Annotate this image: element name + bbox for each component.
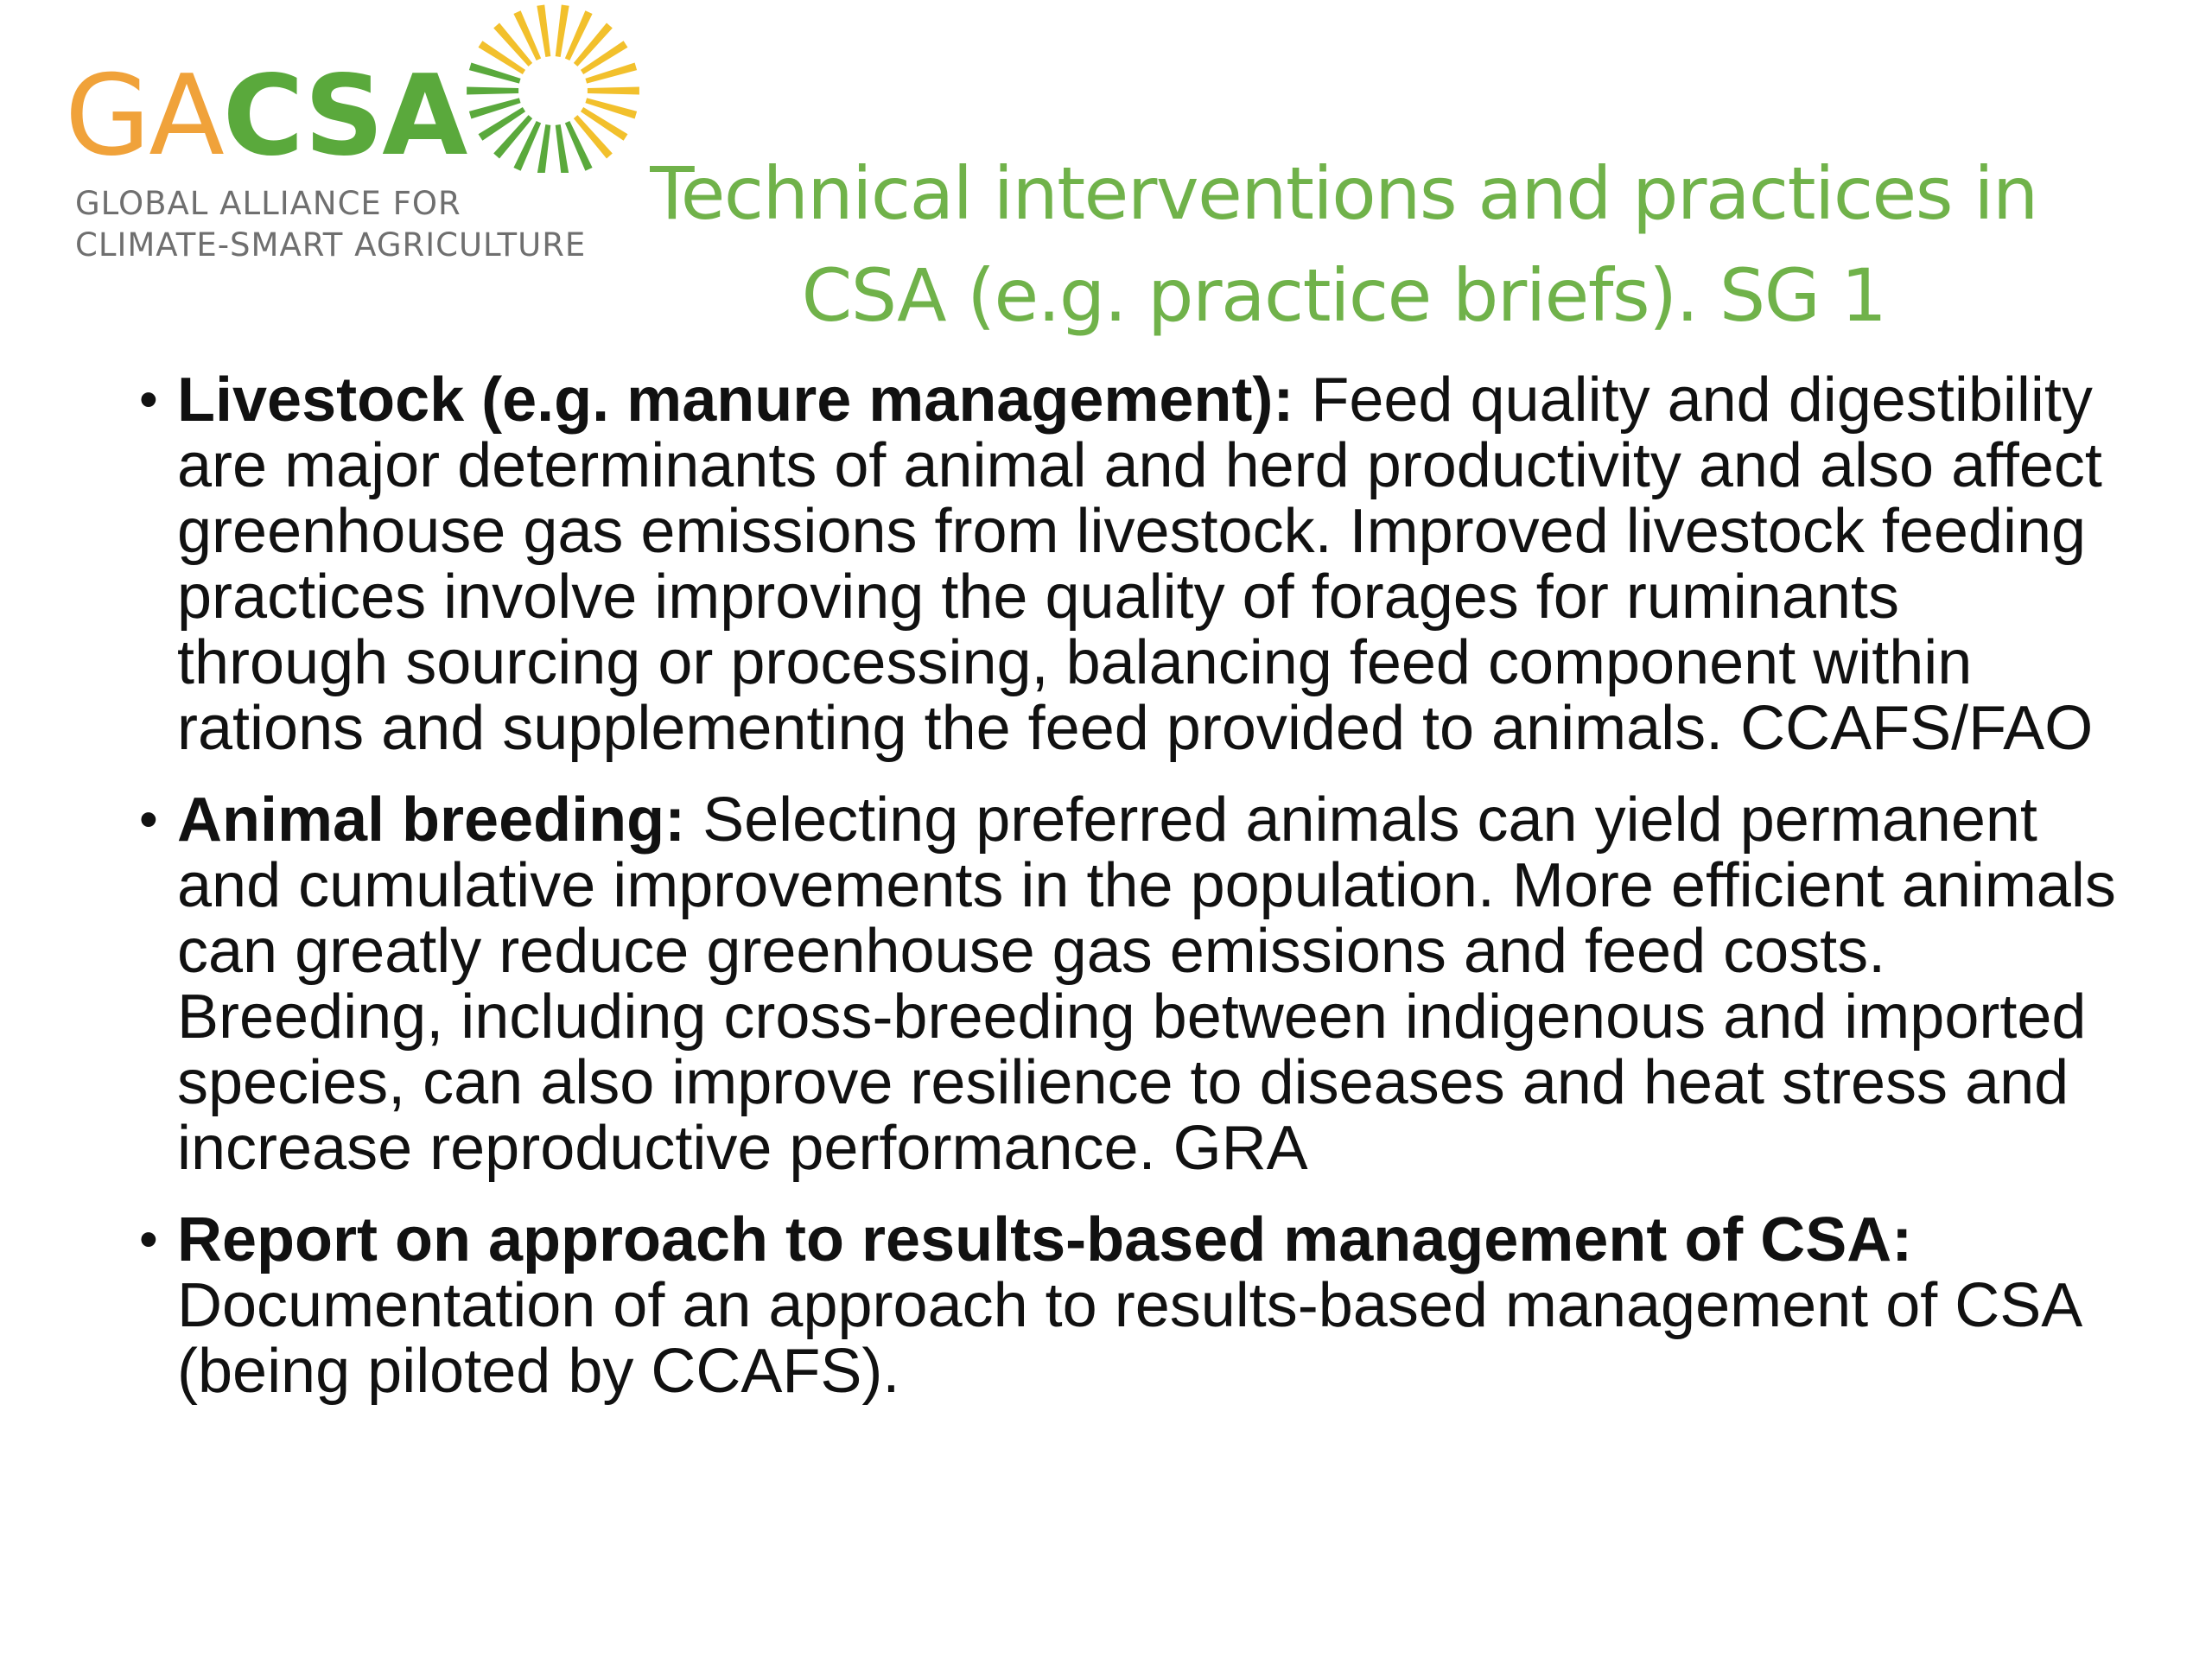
bullet-text: Selecting preferred animals can yield permanent and cumulative improvements in the population. More efficient animals can greatly reduce greenhouse gas emissions and feed costs. Breeding, including cross-breeding between indigenous and imported species, can also improve resilience to diseases and heat stress and increase reproductive performance. GRA bbox=[177, 785, 2116, 1183]
slide-title-line1: Technical interventions and practices in bbox=[650, 151, 2037, 236]
logo-wordmark-csa: CSA bbox=[222, 52, 467, 181]
bullet-heading: Animal breeding: bbox=[177, 785, 686, 855]
bullet-results-based-management bbox=[134, 1207, 2121, 1404]
sun-ray bbox=[537, 4, 550, 56]
bullet-heading: Report on approach to results-based management of CSA: bbox=[177, 1205, 1913, 1274]
slide-body bbox=[134, 367, 2121, 1430]
sun-ray bbox=[537, 124, 550, 173]
bullet-animal-breeding bbox=[134, 787, 2121, 1181]
sun-ray bbox=[556, 4, 569, 56]
bullet-dot-icon: • bbox=[139, 790, 158, 849]
gacsa-logo bbox=[65, 0, 618, 276]
slide-title-line2: CSA (e.g. practice briefs). SG 1 bbox=[801, 253, 1886, 338]
bullet-dot-icon: • bbox=[139, 1210, 158, 1269]
bullet-dot-icon: • bbox=[139, 370, 158, 429]
sun-ray bbox=[556, 124, 569, 173]
logo-wordmark bbox=[65, 52, 467, 181]
bullet-heading: Livestock (e.g. manure management): bbox=[177, 365, 1294, 435]
slide-title bbox=[596, 143, 2091, 346]
logo-wordmark-ga: GA bbox=[65, 52, 223, 181]
bullet-text: Documentation of an approach to results-based management of CSA (being piloted by CCAFS). bbox=[177, 1271, 2080, 1406]
bullet-text: Feed quality and digestibility are major determinants of animal and herd productivity and also affect greenhouse gas emissions from livestock. Improved livestock feeding practices involve improving the quality of forages for ruminants through sourcing or processing, balancing feed component within rations and supplementing the feed provided to animals. CCAFS/FAO bbox=[177, 365, 2102, 763]
logo-tagline-line2: CLIMATE-SMART AGRICULTURE bbox=[75, 226, 587, 264]
logo-tagline bbox=[75, 183, 586, 266]
sun-ray bbox=[588, 87, 639, 95]
bullet-livestock bbox=[134, 367, 2121, 761]
logo-tagline-line1: GLOBAL ALLIANCE FOR bbox=[75, 185, 461, 222]
sun-ray bbox=[467, 87, 518, 95]
